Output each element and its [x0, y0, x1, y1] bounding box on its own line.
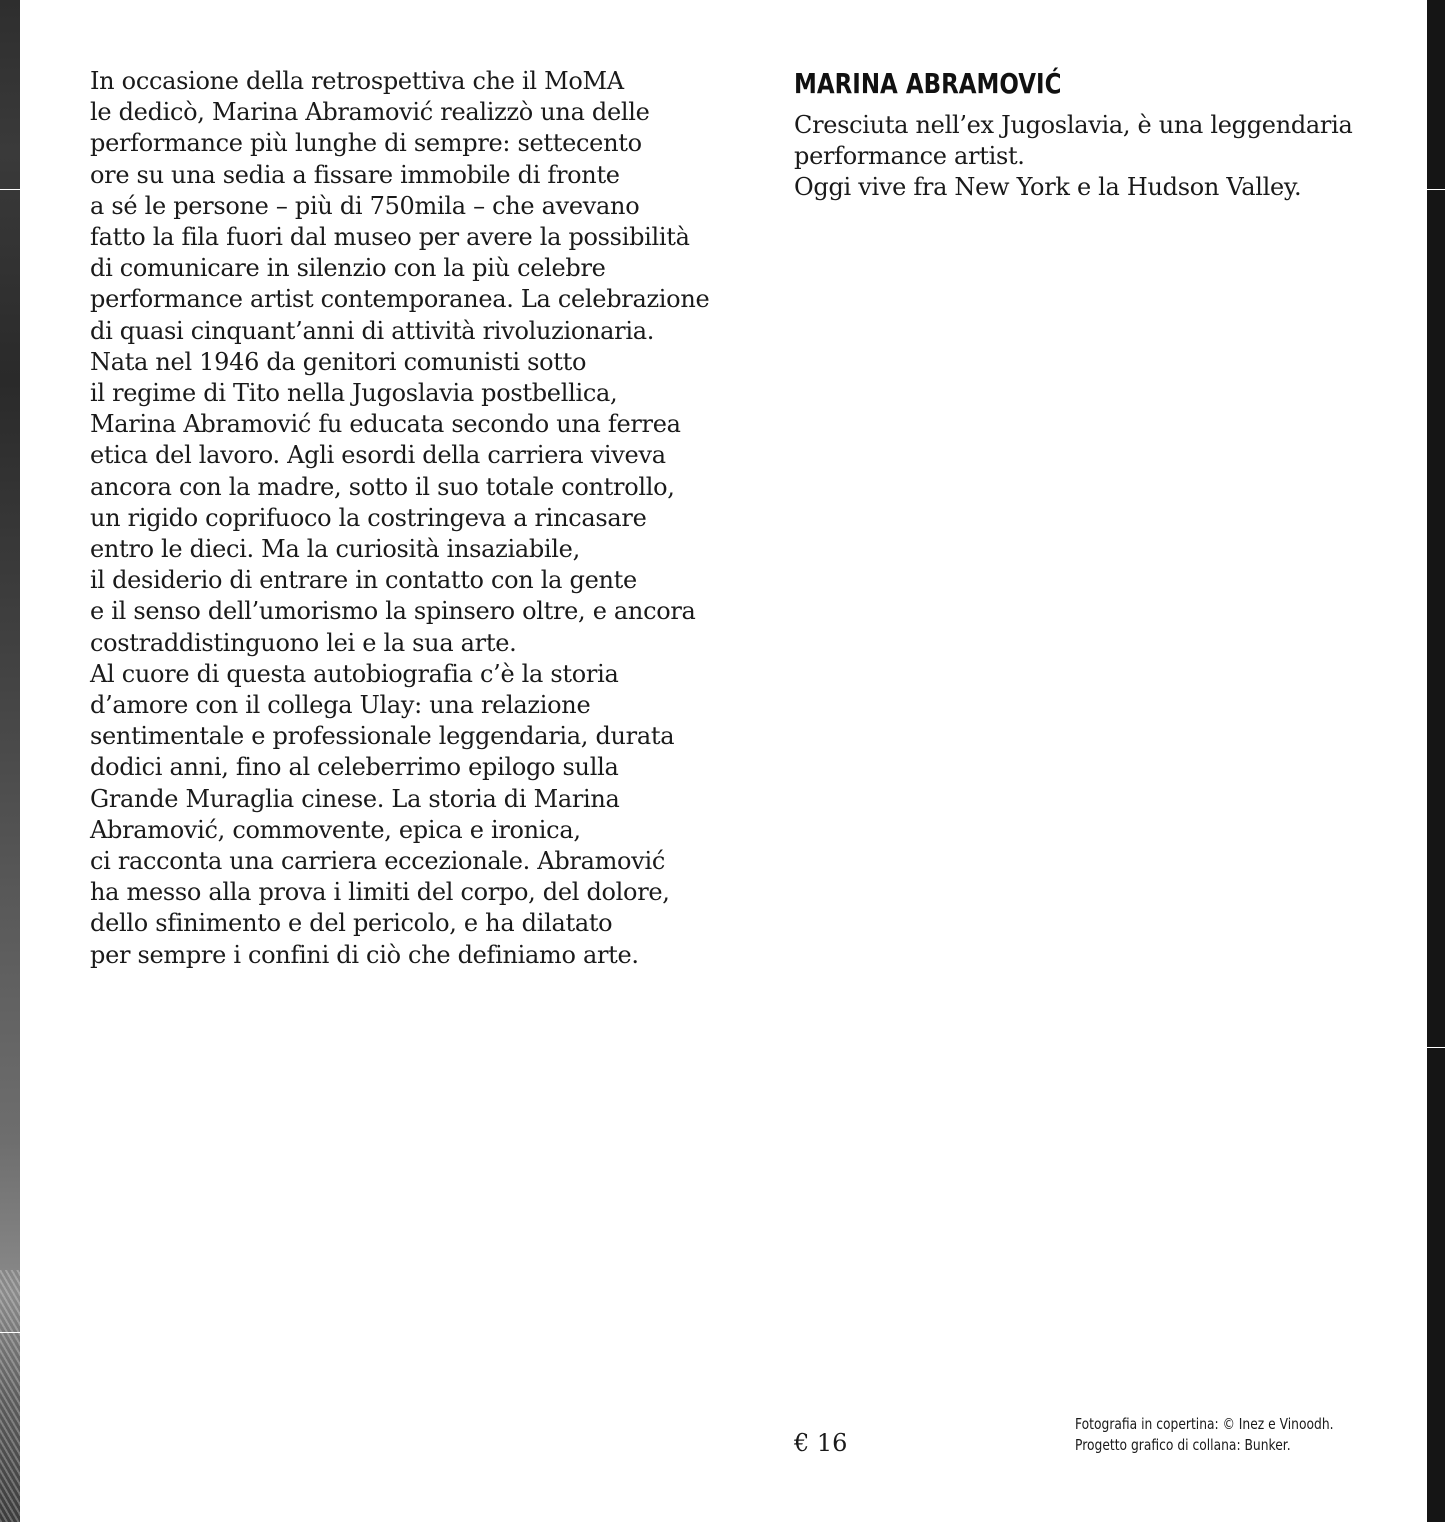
blurb-line: il desiderio di entrare in contatto con la gente — [90, 566, 637, 595]
crop-mark — [1427, 189, 1445, 190]
cover-photo-edge-right — [1427, 0, 1445, 1522]
blurb-line: In occasione della retrospettiva che il MoMA — [90, 67, 624, 95]
blurb-line: ci racconta una carriera eccezionale. Abramović — [90, 847, 665, 876]
author-name: MARINA ABRAMOVIĆ — [794, 67, 1062, 100]
credits — [1075, 1414, 1334, 1456]
blurb-line: di quasi cinquant’anni di attività rivoluzionaria. — [90, 316, 655, 345]
blurb-line: performance più lunghe di sempre: settecento — [90, 129, 642, 158]
blurb-line: Al cuore di questa autobiografia c’è la storia — [90, 659, 619, 688]
blurb-line: fatto la fila fuori dal museo per avere la possibilità — [90, 223, 690, 252]
author-bio — [794, 110, 1374, 204]
blurb-line: d’amore con il collega Ulay: una relazione — [90, 691, 591, 720]
blurb-line: costraddistinguono lei e la sua arte. — [90, 628, 517, 657]
blurb-line: Abramović, commovente, epica e ironica, — [90, 815, 581, 844]
blurb-line: e il senso dell’umorismo la spinsero oltre, e ancora — [90, 597, 696, 626]
blurb-text — [90, 66, 710, 971]
blurb-line: Marina Abramović fu educata secondo una ferrea — [90, 410, 681, 439]
blurb-line: dodici anni, fino al celeberrimo epilogo sulla — [90, 753, 619, 782]
blurb-line: le dedicò, Marina Abramović realizzò una delle — [90, 98, 650, 127]
author-bio-line: Oggi vive fra New York e la Hudson Valley. — [794, 173, 1302, 202]
blurb-line: performance artist contemporanea. La celebrazione — [90, 285, 710, 314]
blurb-line: dello sfinimento e del pericolo, e ha dilatato — [90, 909, 613, 938]
blurb-line: Grande Muraglia cinese. La storia di Marina — [90, 784, 620, 813]
series-design-credit: Progetto grafico di collana: Bunker. — [1075, 1436, 1291, 1454]
blurb-line: ore su una sedia a fissare immobile di fronte — [90, 160, 620, 189]
blurb-line: ha messo alla prova i limiti del corpo, del dolore, — [90, 878, 670, 907]
price: € 16 — [794, 1429, 848, 1457]
blurb-line: per sempre i confini di ciò che definiamo arte. — [90, 940, 639, 969]
blurb-line: il regime di Tito nella Jugoslavia postbellica, — [90, 379, 618, 408]
blurb-line: a sé le persone – più di 750mila – che avevano — [90, 191, 640, 220]
author-bio-line: performance artist. — [794, 142, 1025, 171]
author-bio-line: Cresciuta nell’ex Jugoslavia, è una leggendaria — [794, 111, 1353, 139]
crop-mark — [0, 189, 20, 190]
blurb-line: sentimentale e professionale leggendaria, durata — [90, 722, 675, 751]
blurb-line: entro le dieci. Ma la curiosità insaziabile, — [90, 535, 580, 564]
cover-photo-credit: Fotografia in copertina: © Inez e Vinoodh. — [1075, 1415, 1334, 1433]
blurb-line: ancora con la madre, sotto il suo totale controllo, — [90, 472, 675, 501]
cover-photo-edge-left — [0, 0, 20, 1522]
blurb-line: Nata nel 1946 da genitori comunisti sotto — [90, 347, 587, 376]
blurb-line: etica del lavoro. Agli esordi della carriera viveva — [90, 441, 666, 470]
blurb-line: un rigido coprifuoco la costringeva a rincasare — [90, 503, 647, 532]
crop-mark — [1427, 1047, 1445, 1048]
blurb-line: di comunicare in silenzio con la più celebre — [90, 254, 606, 283]
crop-mark — [0, 1332, 20, 1333]
